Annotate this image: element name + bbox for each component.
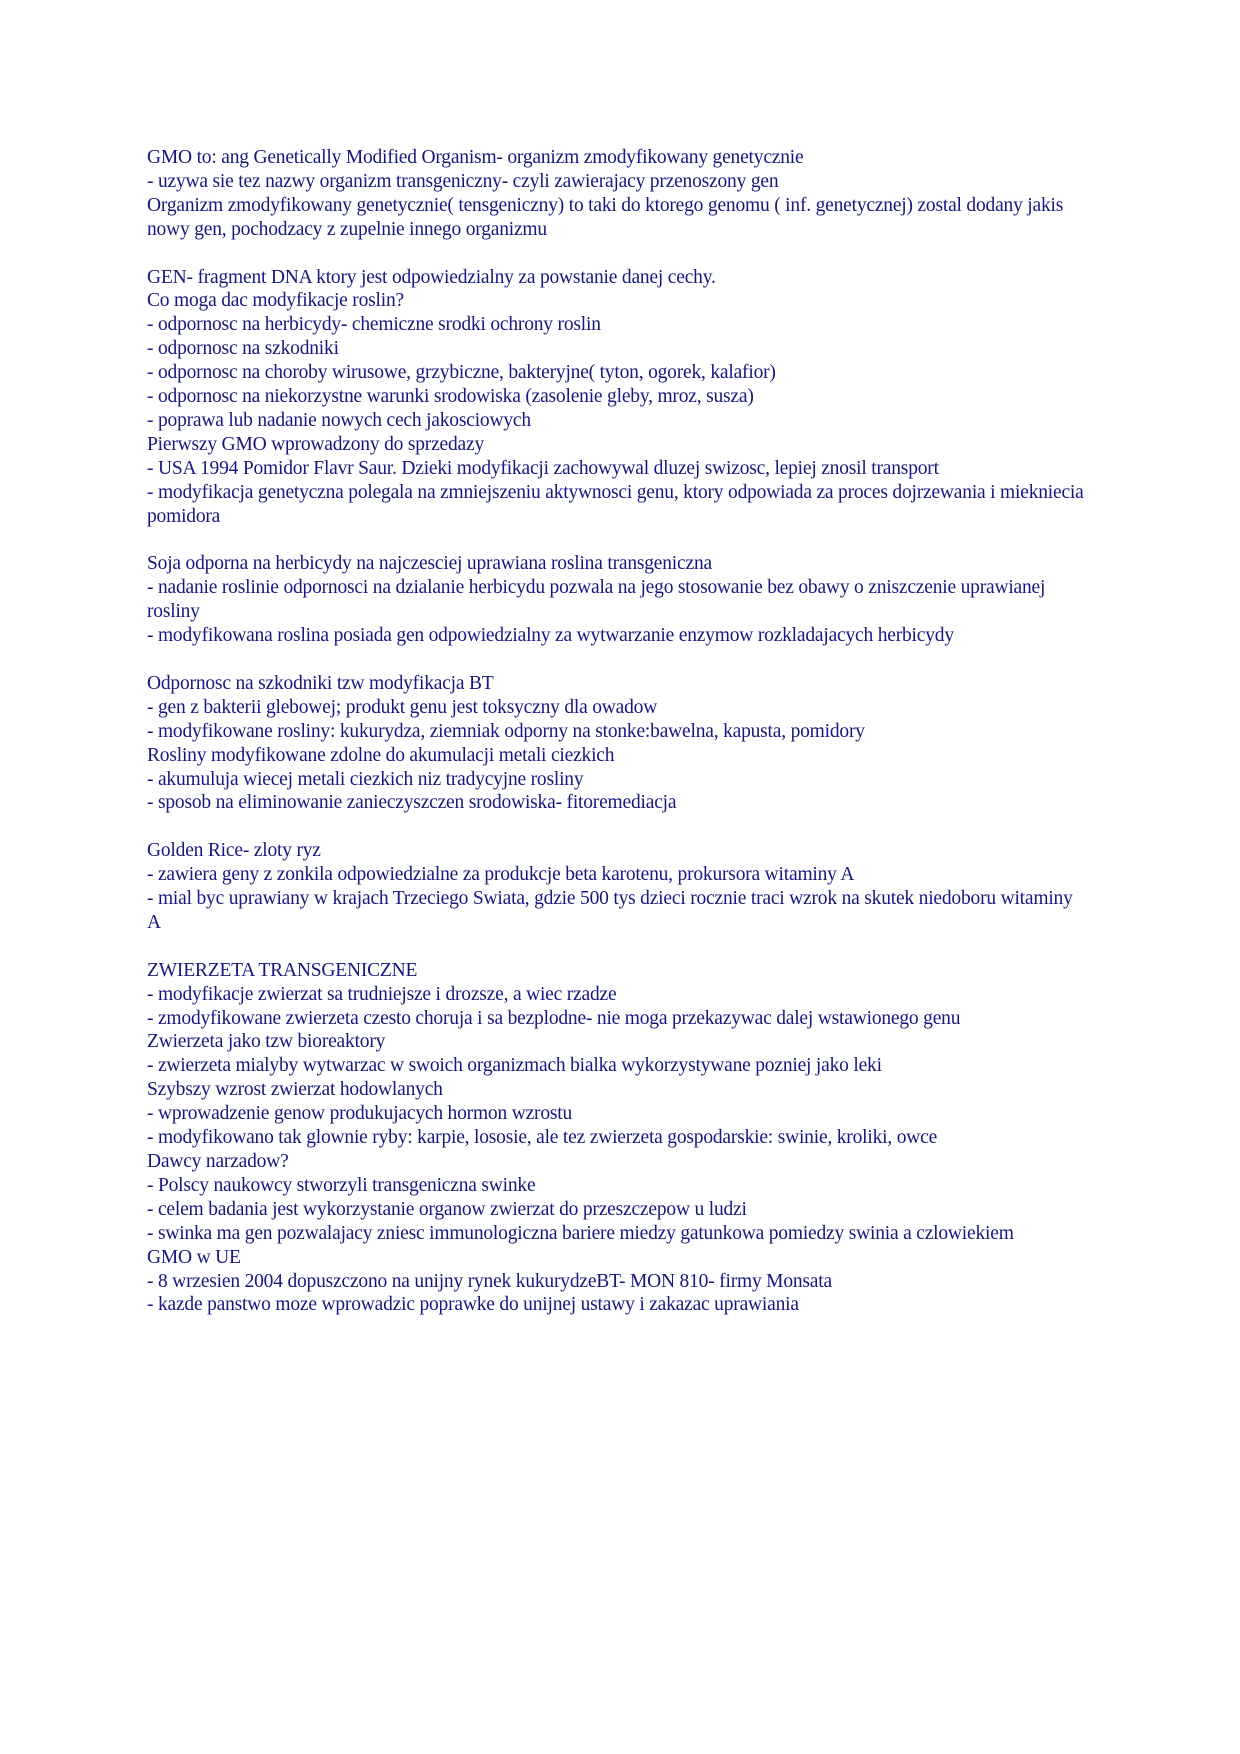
text-line: - sposob na eliminowanie zanieczyszczen srodowiska- fitoremediacja (147, 792, 677, 814)
text-line: - uzywa sie tez nazwy organizm transgeniczny- czyli zawierajacy przenoszony gen (147, 170, 779, 192)
text-line: - Polscy naukowcy stworzyli transgeniczna swinke (147, 1174, 536, 1196)
text-section (147, 266, 1087, 529)
text-line: - akumuluja wiecej metali ciezkich niz tradycyjne rosliny (147, 768, 584, 790)
text-line: Organizm zmodyfikowany genetycznie( tensgeniczny) to taki do ktorego genomu ( inf. genetycznej) zostal dodany jakis nowy gen, pochodzacy z zupelnie innego organizmu (147, 194, 1064, 240)
text-line: - zwierzeta mialyby wytwarzac w swoich organizmach bialka wykorzystywane pozniej jako leki (147, 1055, 882, 1077)
text-line: GMO to: ang Genetically Modified Organism- organizm zmodyfikowany genetycznie (147, 147, 804, 168)
text-line: Dawcy narzadow? (147, 1150, 289, 1172)
text-line: - odpornosc na herbicydy- chemiczne srodki ochrony roslin (147, 314, 601, 336)
text-line: - odpornosc na niekorzystne warunki srodowiska (zasolenie gleby, mroz, susza) (147, 386, 754, 408)
text-line: - USA 1994 Pomidor Flavr Saur. Dzieki modyfikacji zachowywal dluzej swizosc, lepiej znosil transport (147, 457, 939, 479)
text-line: - poprawa lub nadanie nowych cech jakosciowych (147, 409, 531, 431)
text-line: - zawiera geny z zonkila odpowiedzialne za produkcje beta karotenu, prokursora witaminy A (147, 864, 855, 886)
text-line: ZWIERZETA TRANSGENICZNE (147, 959, 418, 981)
text-line: Co moga dac modyfikacje roslin? (147, 290, 404, 312)
text-line: Zwierzeta jako tzw bioreaktory (147, 1031, 386, 1053)
text-line: - odpornosc na choroby wirusowe, grzybiczne, bakteryjne( tyton, ogorek, kalafior) (147, 362, 776, 384)
text-line: Odpornosc na szkodniki tzw modyfikacja BT (147, 672, 494, 694)
text-line: Soja odporna na herbicydy na najczesciej uprawiana roslina transgeniczna (147, 553, 712, 575)
text-line: - odpornosc na szkodniki (147, 338, 339, 360)
text-line: Pierwszy GMO wprowadzony do sprzedazy (147, 433, 485, 455)
text-section (147, 839, 1087, 935)
text-line: - swinka ma gen pozwalajacy zniesc immunologiczna bariere miedzy gatunkowa pomiedzy swinia a czlowiekiem (147, 1222, 1014, 1244)
text-line: - wprowadzenie genow produkujacych hormon wzrostu (147, 1103, 573, 1125)
text-line: - gen z bakterii glebowej; produkt genu jest toksyczny dla owadow (147, 696, 658, 718)
text-line: - modyfikowana roslina posiada gen odpowiedzialny za wytwarzanie enzymow rozkladajacych herbicydy (147, 625, 954, 647)
text-line: - celem badania jest wykorzystanie organow zwierzat do przeszczepow u ludzi (147, 1198, 747, 1220)
text-line: - modyfikacje zwierzat sa trudniejsze i drozsze, a wiec rzadze (147, 983, 617, 1005)
text-line: GEN- fragment DNA ktory jest odpowiedzialny za powstanie danej cechy. (147, 266, 716, 288)
text-section (147, 146, 1087, 242)
text-line: - nadanie roslinie odpornosci na dzialanie herbicydu pozwala na jego stosowanie bez obawy o zniszczenie uprawianej rosliny (147, 577, 1046, 623)
paragraph-gap (147, 815, 1087, 839)
text-line: - modyfikacja genetyczna polegala na zmniejszeniu aktywnosci genu, ktory odpowiada za proces dojrzewania i miekniecia pomidora (147, 481, 1084, 527)
text-section (147, 959, 1087, 1318)
paragraph-gap (147, 242, 1087, 266)
paragraph-gap (147, 648, 1087, 672)
document-page (147, 146, 1087, 1317)
text-line: GMO w UE (147, 1246, 241, 1268)
text-section (147, 672, 1087, 815)
paragraph-gap (147, 935, 1087, 959)
text-line: Szybszy wzrost zwierzat hodowlanych (147, 1079, 443, 1101)
text-line: - modyfikowano tak glownie ryby: karpie, lososie, ale tez zwierzeta gospodarskie: swinie, kroliki, owce (147, 1127, 938, 1149)
text-line: Rosliny modyfikowane zdolne do akumulacji metali ciezkich (147, 744, 615, 766)
text-line: - mial byc uprawiany w krajach Trzeciego Swiata, gdzie 500 tys dzieci rocznie traci wzrok na skutek niedoboru witaminy A (147, 888, 1073, 933)
text-line: - kazde panstwo moze wprowadzic poprawke do unijnej ustawy i zakazac uprawiania (147, 1294, 799, 1316)
text-line: Golden Rice- zloty ryz (147, 840, 321, 862)
text-line: - zmodyfikowane zwierzeta czesto choruja i sa bezplodne- nie moga przekazywac dalej wstawionego genu (147, 1007, 961, 1029)
text-section (147, 552, 1087, 648)
paragraph-gap (147, 528, 1087, 552)
text-line: - modyfikowane rosliny: kukurydza, ziemniak odporny na stonke:bawelna, kapusta, pomidory (147, 720, 865, 742)
text-line: - 8 wrzesien 2004 dopuszczono na unijny rynek kukurydzeBT- MON 810- firmy Monsata (147, 1270, 832, 1292)
